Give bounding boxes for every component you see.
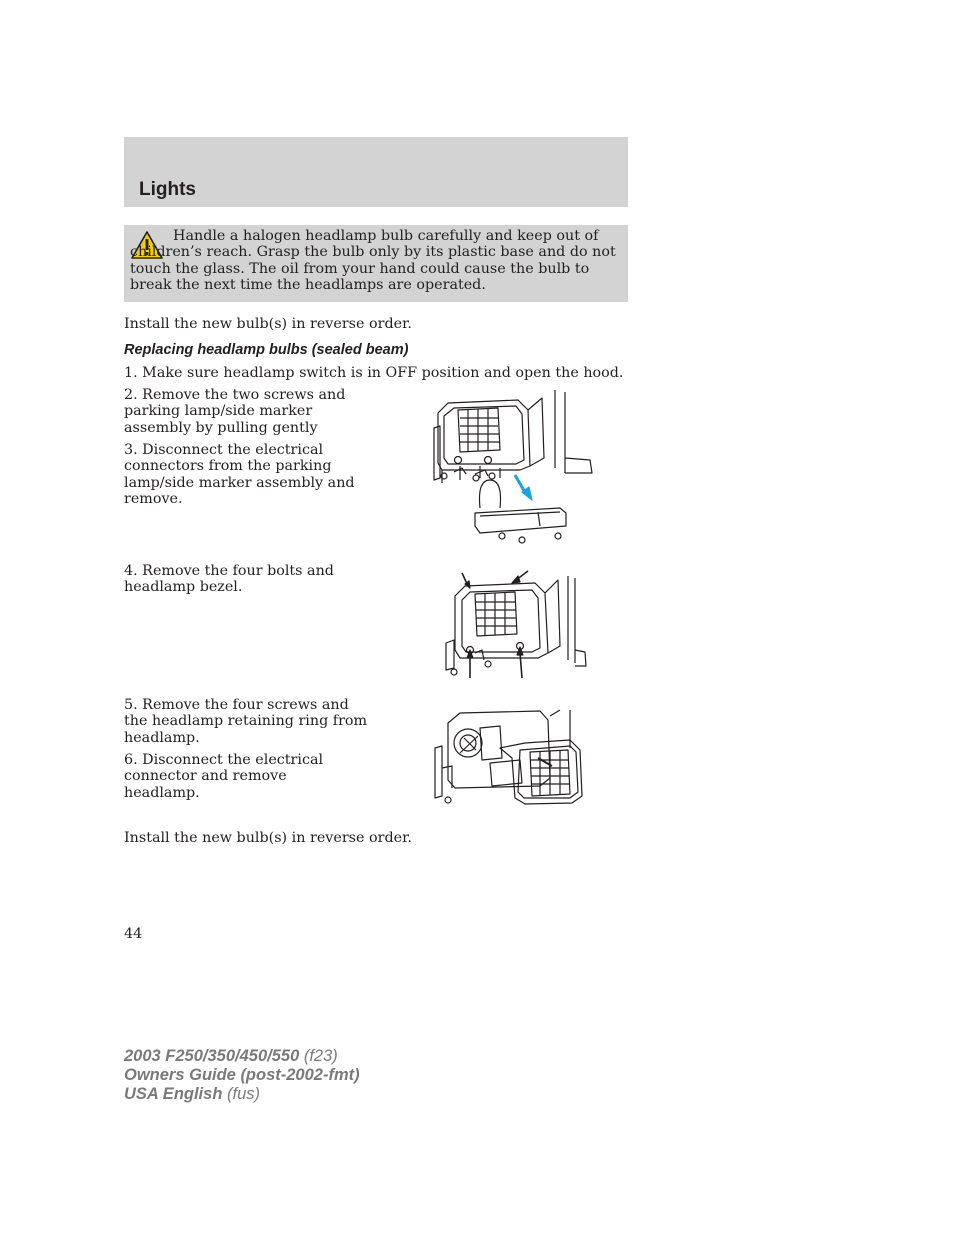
install-note-top: Install the new bulb(s) in reverse order. <box>124 316 412 332</box>
footer-guide: Owners Guide (post-2002-fmt) <box>124 1066 360 1084</box>
footer-model-code: (f23) <box>303 1047 338 1065</box>
footer-language: USA English <box>124 1085 223 1103</box>
warning-box <box>124 225 628 302</box>
footer-language-code: (fus) <box>227 1085 260 1103</box>
step-3: 3. Disconnect the electrical connectors from the parking lamp/side marker assembly and remove. <box>124 442 355 507</box>
step-2: 2. Remove the two screws and parking lamp/side marker assembly by pulling gently <box>124 387 346 436</box>
subheading: Replacing headlamp bulbs (sealed beam) <box>124 342 409 358</box>
document-footer <box>124 1047 360 1104</box>
section-title: Lights <box>139 179 196 200</box>
footer-model: 2003 F250/350/450/550 <box>124 1047 300 1065</box>
install-note-bottom: Install the new bulb(s) in reverse order. <box>124 830 412 846</box>
warning-text: Handle a halogen headlamp bulb carefully and keep out of children’s reach. Grasp the bulb only by its plastic base and do not touch the glass. The oil from your hand could cause the bulb to break the next time the headlamps are operated. <box>130 228 616 293</box>
step-1: 1. Make sure headlamp switch is in OFF position and open the hood. <box>124 365 624 381</box>
parking-lamp-removal-illustration <box>430 388 595 548</box>
section-header-band <box>124 137 628 207</box>
step-4: 4. Remove the four bolts and headlamp bezel. <box>124 563 334 596</box>
headlamp-bezel-removal-illustration <box>440 568 590 680</box>
headlamp-retaining-ring-illustration <box>430 708 595 813</box>
step-6: 6. Disconnect the electrical connector and remove headlamp. <box>124 752 324 801</box>
step-5: 5. Remove the four screws and the headlamp retaining ring from headlamp. <box>124 697 368 746</box>
page-number: 44 <box>124 926 143 942</box>
